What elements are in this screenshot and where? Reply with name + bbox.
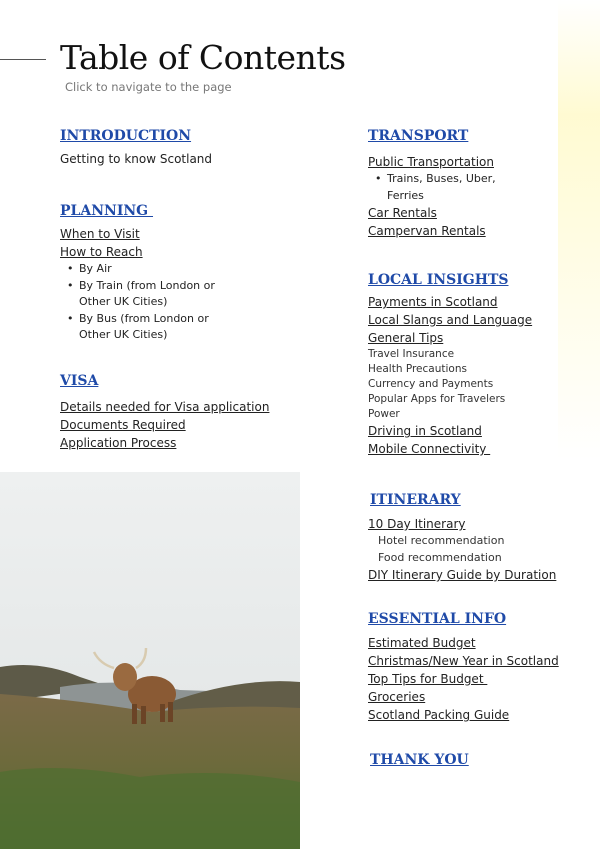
toc-item-payments[interactable]: Payments in Scotland	[368, 295, 498, 309]
toc-item-when-to-visit[interactable]: When to Visit	[60, 227, 140, 241]
section-introduction	[60, 128, 290, 168]
toc-item-public-transportation[interactable]: Public Transportation	[368, 155, 494, 169]
section-visa	[60, 373, 300, 452]
toc-item-driving[interactable]: Driving in Scotland	[368, 424, 482, 438]
toc-item-general-tips[interactable]: General Tips	[368, 331, 444, 345]
toc-item-diy-itinerary[interactable]: DIY Itinerary Guide by Duration	[368, 568, 557, 582]
toc-item-10-day-itinerary[interactable]: 10 Day Itinerary	[368, 517, 466, 531]
section-planning	[60, 203, 290, 344]
toc-subitem-currency-payments: Currency and Payments	[368, 378, 494, 390]
page-subtitle: Click to navigate to the page	[65, 80, 232, 94]
toc-item-estimated-budget[interactable]: Estimated Budget	[368, 636, 476, 650]
section-essential-info	[368, 611, 588, 724]
heading-thank-you[interactable]: THANK YOU	[370, 752, 469, 768]
heading-essential-info[interactable]: ESSENTIAL INFO	[368, 611, 507, 627]
toc-subitem-power: Power	[368, 408, 400, 420]
foreground-grass	[0, 768, 300, 849]
planning-sub-list	[60, 261, 217, 344]
toc-item-campervan-rentals[interactable]: Campervan Rentals	[368, 224, 486, 238]
toc-item-top-tips-budget[interactable]: Top Tips for Budget	[368, 672, 488, 686]
toc-item-how-to-reach[interactable]: How to Reach	[60, 245, 143, 259]
heading-planning[interactable]: PLANNING	[60, 203, 154, 219]
toc-subitem-popular-apps: Popular Apps for Travelers	[368, 393, 506, 405]
toc-item-christmas-new-year[interactable]: Christmas/New Year in Scotland	[368, 654, 559, 668]
toc-subitem-hotel: Hotel recommendation	[378, 534, 505, 547]
page-title: Table of Contents	[60, 38, 346, 77]
heading-introduction[interactable]: INTRODUCTION	[60, 128, 192, 144]
section-itinerary	[370, 492, 590, 584]
heading-transport[interactable]: TRANSPORT	[368, 128, 469, 144]
toc-subitem-health-precautions: Health Precautions	[368, 363, 467, 375]
section-local-insights	[368, 272, 588, 458]
toc-subitem-by-train: • By Train (from London or Other UK Cities)	[67, 278, 217, 311]
toc-subitem-by-air: • By Air	[67, 261, 217, 278]
highland-cow-photo	[0, 472, 300, 849]
toc-item-application-process[interactable]: Application Process	[60, 436, 177, 450]
toc-subitem-by-bus: • By Bus (from London or Other UK Cities)	[67, 311, 217, 344]
heading-local-insights[interactable]: LOCAL INSIGHTS	[368, 272, 509, 288]
section-transport	[368, 128, 588, 240]
toc-subitem-travel-insurance: Travel Insurance	[368, 348, 455, 360]
toc-item-groceries[interactable]: Groceries	[368, 690, 426, 704]
toc-item-car-rentals[interactable]: Car Rentals	[368, 206, 437, 220]
toc-item-documents-required[interactable]: Documents Required	[60, 418, 186, 432]
toc-item-visa-details[interactable]: Details needed for Visa application	[60, 400, 270, 414]
heading-itinerary[interactable]: ITINERARY	[370, 492, 461, 508]
heading-visa[interactable]: VISA	[60, 373, 99, 389]
transport-sub-list	[368, 171, 500, 204]
toc-item-mobile-connectivity[interactable]: Mobile Connectivity	[368, 442, 491, 456]
toc-item-getting-to-know: Getting to know Scotland	[60, 152, 213, 166]
toc-item-local-slangs[interactable]: Local Slangs and Language	[368, 313, 533, 327]
toc-subitem-trains-buses: • Trains, Buses, Uber, Ferries	[375, 171, 500, 204]
toc-subitem-food: Food recommendation	[378, 550, 502, 564]
section-thank-you	[370, 752, 570, 774]
toc-item-packing-guide[interactable]: Scotland Packing Guide	[368, 708, 510, 722]
title-rule	[0, 59, 46, 60]
